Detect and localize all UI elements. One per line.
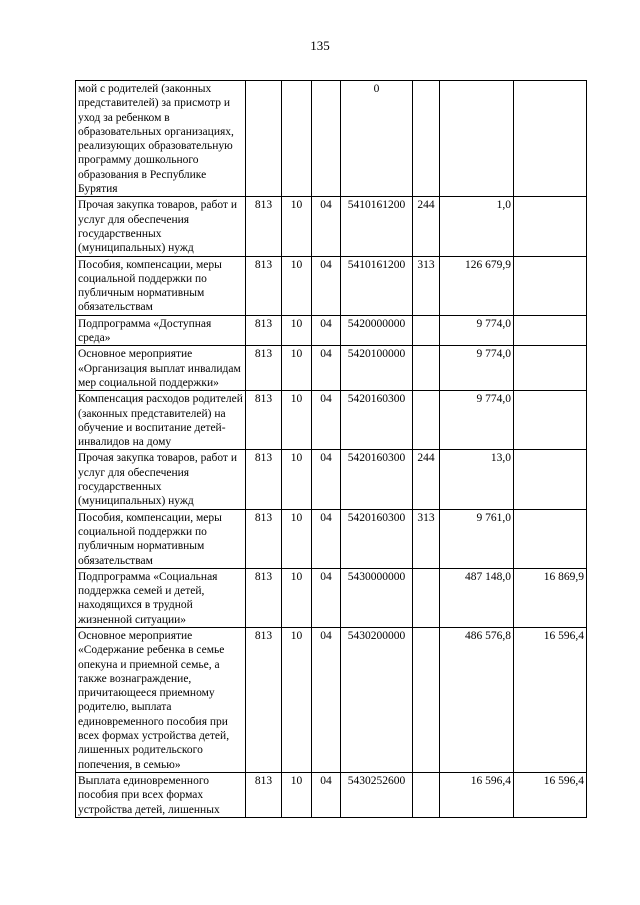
table-row — [76, 256, 587, 315]
amount-subvention-cell — [514, 450, 587, 509]
expense-type-cell: 313 — [413, 509, 440, 568]
amount-cell — [440, 81, 514, 197]
subsection-code-cell: 04 — [312, 197, 341, 256]
amount-subvention-cell — [514, 346, 587, 391]
table-row — [76, 568, 587, 627]
amount-subvention-cell: 16 596,4 — [514, 627, 587, 772]
row-name-cell: Пособия, компенсации, меры социальной поддержки по публичным нормативным обязательствам — [76, 256, 246, 315]
section-code-cell: 10 — [282, 450, 312, 509]
section-code-cell: 10 — [282, 197, 312, 256]
subsection-code-cell — [312, 81, 341, 197]
amount-subvention-cell — [514, 315, 587, 346]
expense-type-cell: 244 — [413, 450, 440, 509]
row-name-cell: Подпрограмма «Социальная поддержка семей и детей, находящихся в трудной жизненной ситуации» — [76, 568, 246, 627]
ved-code-cell: 813 — [246, 627, 282, 772]
subsection-code-cell: 04 — [312, 256, 341, 315]
row-name-cell: Прочая закупка товаров, работ и услуг для обеспечения государственных (муниципальных) нужд — [76, 450, 246, 509]
target-item-cell: 5410161200 — [341, 256, 413, 315]
target-item-cell: 5430000000 — [341, 568, 413, 627]
row-name-cell: мой с родителей (законных представителей) за присмотр и уход за ребенком в образовательных организациях, реализующих образовательную программу дошкольного образования в Республике Бурятия — [76, 81, 246, 197]
amount-cell: 9 774,0 — [440, 391, 514, 450]
expense-type-cell — [413, 568, 440, 627]
ved-code-cell: 813 — [246, 509, 282, 568]
section-code-cell: 10 — [282, 256, 312, 315]
section-code-cell: 10 — [282, 509, 312, 568]
table-row — [76, 391, 587, 450]
target-item-cell: 5420000000 — [341, 315, 413, 346]
expense-type-cell — [413, 391, 440, 450]
target-item-cell: 5420160300 — [341, 391, 413, 450]
section-code-cell: 10 — [282, 627, 312, 772]
amount-subvention-cell — [514, 81, 587, 197]
amount-subvention-cell — [514, 197, 587, 256]
target-item-cell: 5420160300 — [341, 509, 413, 568]
subsection-code-cell: 04 — [312, 315, 341, 346]
row-name-cell: Основное мероприятие «Организация выплат инвалидам мер социальной поддержки» — [76, 346, 246, 391]
subsection-code-cell: 04 — [312, 509, 341, 568]
target-item-cell: 5420100000 — [341, 346, 413, 391]
target-item-cell: 5420160300 — [341, 450, 413, 509]
target-item-cell: 0 — [341, 81, 413, 197]
amount-cell: 487 148,0 — [440, 568, 514, 627]
target-item-cell: 5410161200 — [341, 197, 413, 256]
expense-type-cell: 313 — [413, 256, 440, 315]
ved-code-cell — [246, 81, 282, 197]
page-number: 135 — [310, 38, 330, 53]
table-row — [76, 315, 587, 346]
amount-cell: 13,0 — [440, 450, 514, 509]
amount-subvention-cell: 16 596,4 — [514, 772, 587, 817]
ved-code-cell: 813 — [246, 568, 282, 627]
row-name-cell: Основное мероприятие «Содержание ребенка в семье опекуна и приемной семье, а также вознаграждение, причитающееся приемному родителю, выплата единовременного пособия при всех формах устройства детей, лишенных родительского попечения, в семью» — [76, 627, 246, 772]
row-name-cell: Компенсация расходов родителей (законных представителей) на обучение и воспитание детей-инвалидов на дому — [76, 391, 246, 450]
row-name-cell: Выплата единовременного пособия при всех формах устройства детей, лишенных — [76, 772, 246, 817]
amount-subvention-cell: 16 869,9 — [514, 568, 587, 627]
section-code-cell: 10 — [282, 391, 312, 450]
amount-subvention-cell — [514, 256, 587, 315]
expense-type-cell — [413, 315, 440, 346]
expense-type-cell — [413, 81, 440, 197]
ved-code-cell: 813 — [246, 256, 282, 315]
row-name-cell: Подпрограмма «Доступная среда» — [76, 315, 246, 346]
subsection-code-cell: 04 — [312, 450, 341, 509]
table-row — [76, 450, 587, 509]
table-row — [76, 346, 587, 391]
amount-cell: 126 679,9 — [440, 256, 514, 315]
ved-code-cell: 813 — [246, 315, 282, 346]
subsection-code-cell: 04 — [312, 568, 341, 627]
expense-type-cell — [413, 627, 440, 772]
section-code-cell — [282, 81, 312, 197]
table-row — [76, 509, 587, 568]
section-code-cell: 10 — [282, 315, 312, 346]
section-code-cell: 10 — [282, 772, 312, 817]
subsection-code-cell: 04 — [312, 772, 341, 817]
amount-cell: 1,0 — [440, 197, 514, 256]
ved-code-cell: 813 — [246, 391, 282, 450]
section-code-cell: 10 — [282, 568, 312, 627]
amount-cell: 9 761,0 — [440, 509, 514, 568]
amount-subvention-cell — [514, 391, 587, 450]
row-name-cell: Прочая закупка товаров, работ и услуг для обеспечения государственных (муниципальных) нужд — [76, 197, 246, 256]
expense-type-cell — [413, 772, 440, 817]
amount-subvention-cell — [514, 509, 587, 568]
table-row — [76, 772, 587, 817]
target-item-cell: 5430252600 — [341, 772, 413, 817]
amount-cell: 486 576,8 — [440, 627, 514, 772]
subsection-code-cell: 04 — [312, 627, 341, 772]
table-body — [76, 81, 587, 818]
ved-code-cell: 813 — [246, 772, 282, 817]
expense-type-cell: 244 — [413, 197, 440, 256]
section-code-cell: 10 — [282, 346, 312, 391]
budget-table — [75, 80, 587, 818]
ved-code-cell: 813 — [246, 450, 282, 509]
amount-cell: 9 774,0 — [440, 346, 514, 391]
target-item-cell: 5430200000 — [341, 627, 413, 772]
amount-cell: 9 774,0 — [440, 315, 514, 346]
row-name-cell: Пособия, компенсации, меры социальной поддержки по публичным нормативным обязательствам — [76, 509, 246, 568]
table-row — [76, 197, 587, 256]
ved-code-cell: 813 — [246, 346, 282, 391]
expense-type-cell — [413, 346, 440, 391]
subsection-code-cell: 04 — [312, 391, 341, 450]
table-row — [76, 81, 587, 197]
ved-code-cell: 813 — [246, 197, 282, 256]
subsection-code-cell: 04 — [312, 346, 341, 391]
amount-cell: 16 596,4 — [440, 772, 514, 817]
table-row — [76, 627, 587, 772]
